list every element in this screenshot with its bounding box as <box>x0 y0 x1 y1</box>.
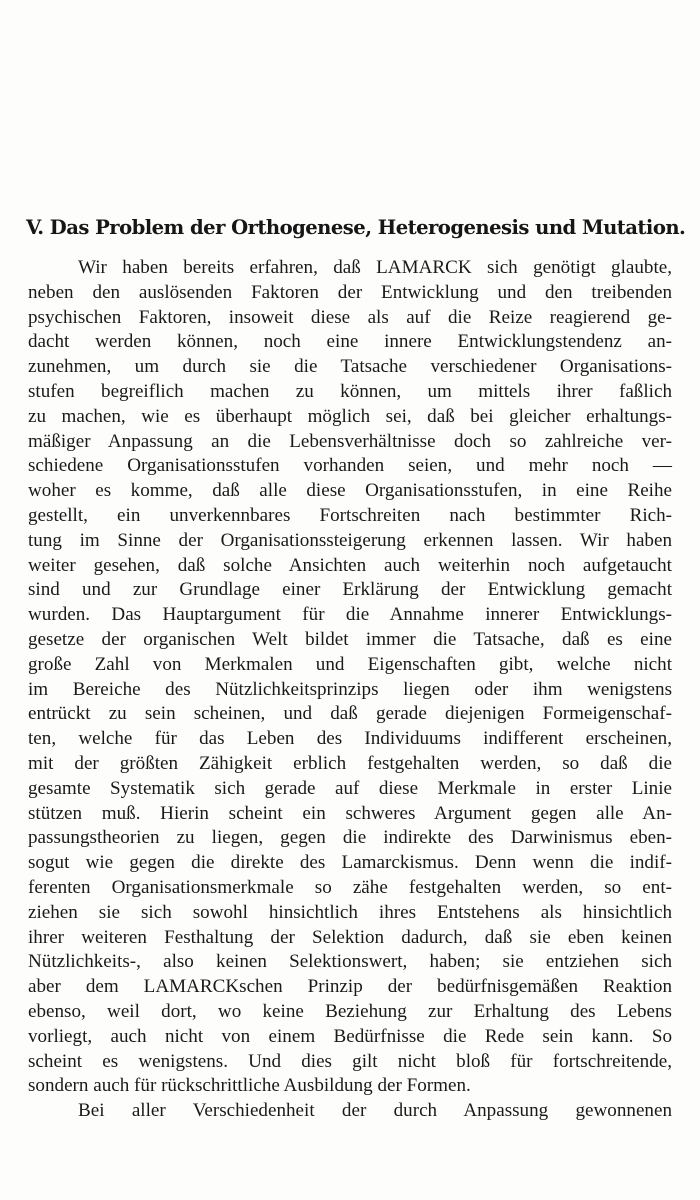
text-line: ziehen sie sich sowohl hinsichtlich ihres Entstehens als hinsichtlich <box>28 901 672 923</box>
section-heading: V. Das Problem der Orthogenese, Heterogenesis und Mutation. <box>26 216 686 239</box>
text-line: vorliegt, auch nicht von einem Bedürfnisse die Rede sein kann. So <box>28 1025 672 1047</box>
text-line: tung im Sinne der Organisationssteigerung erkennen lassen. Wir haben <box>28 529 672 551</box>
text-line: wurden. Das Hauptargument für die Annahme innerer Entwicklungs- <box>28 604 672 626</box>
text-line: passungstheorien zu liegen, gegen die indirekte des Darwinismus eben- <box>28 827 672 849</box>
text-line: ferenten Organisationsmerkmale so zähe festgehalten werden, so ent- <box>28 876 672 898</box>
text-line: psychischen Faktoren, insoweit diese als auf die Reize reagierend ge- <box>28 306 672 328</box>
text-line: entrückt zu sein scheinen, und daß gerade diejenigen Formeigenschaf- <box>28 703 672 725</box>
text-line: neben den auslösenden Faktoren der Entwicklung und den treibenden <box>28 281 672 303</box>
text-line: Nützlichkeits-, also keinen Selektionswert, haben; sie entziehen sich <box>28 951 672 973</box>
text-line: aber dem LAMARCKschen Prinzip der bedürfnisgemäßen Reaktion <box>28 976 672 998</box>
text-line: mit der größten Zähigkeit erblich festgehalten werden, so daß die <box>28 752 672 774</box>
text-line: ebenso, weil dort, wo keine Beziehung zur Erhaltung des Lebens <box>28 1000 672 1022</box>
text-line: weiter gesehen, daß solche Ansichten auch weiterhin noch aufgetaucht <box>28 554 672 576</box>
text-line: schiedene Organisationsstufen vorhanden seien, und mehr noch — <box>28 455 672 477</box>
text-line: sondern auch für rückschrittliche Ausbildung der Formen. <box>28 1075 471 1097</box>
text-line: gesetze der organischen Welt bildet immer die Tatsache, daß es eine <box>28 628 672 650</box>
text-line: zunehmen, um durch sie die Tatsache verschiedener Organisations- <box>28 356 672 378</box>
text-line: mäßiger Anpassung an die Lebensverhältnisse doch so zahlreiche ver- <box>28 430 672 452</box>
text-line: stufen begreiflich machen zu können, um mittels ihrer faßlich <box>28 380 672 402</box>
text-line: gesamte Systematik sich gerade auf diese Merkmale in erster Linie <box>28 777 672 799</box>
text-line: ten, welche für das Leben des Individuums indifferent erscheinen, <box>28 728 672 750</box>
body-text <box>28 256 672 1124</box>
text-line: stützen muß. Hierin scheint ein schweres Argument gegen alle An- <box>28 802 672 824</box>
text-line: woher es komme, daß alle diese Organisationsstufen, in eine Reihe <box>28 480 672 502</box>
text-line: Wir haben bereits erfahren, daß LAMARCK sich genötigt glaubte, <box>78 257 672 278</box>
text-line: ihrer weiteren Festhaltung der Selektion dadurch, daß sie eben keinen <box>28 926 672 948</box>
text-line: dacht werden können, noch eine innere Entwicklungstendenz an- <box>28 331 672 353</box>
text-line: sind und zur Grundlage einer Erklärung der Entwicklung gemacht <box>28 579 672 601</box>
text-line: zu machen, wie es überhaupt möglich sei, daß bei gleicher erhaltungs- <box>28 405 672 427</box>
text-line: gestellt, ein unverkennbares Fortschreiten nach bestimmter Rich- <box>28 504 672 526</box>
text-line: scheint es wenigstens. Und dies gilt nicht bloß für fortschreitende, <box>28 1050 672 1072</box>
text-line: Bei aller Verschiedenheit der durch Anpassung gewonnenen <box>78 1100 672 1122</box>
text-line: im Bereiche des Nützlichkeitsprinzips liegen oder ihm wenigstens <box>28 678 672 700</box>
text-line: sogut wie gegen die direkte des Lamarckismus. Denn wenn die indif- <box>28 852 672 874</box>
text-line: große Zahl von Merkmalen und Eigenschaften gibt, welche nicht <box>28 653 672 675</box>
